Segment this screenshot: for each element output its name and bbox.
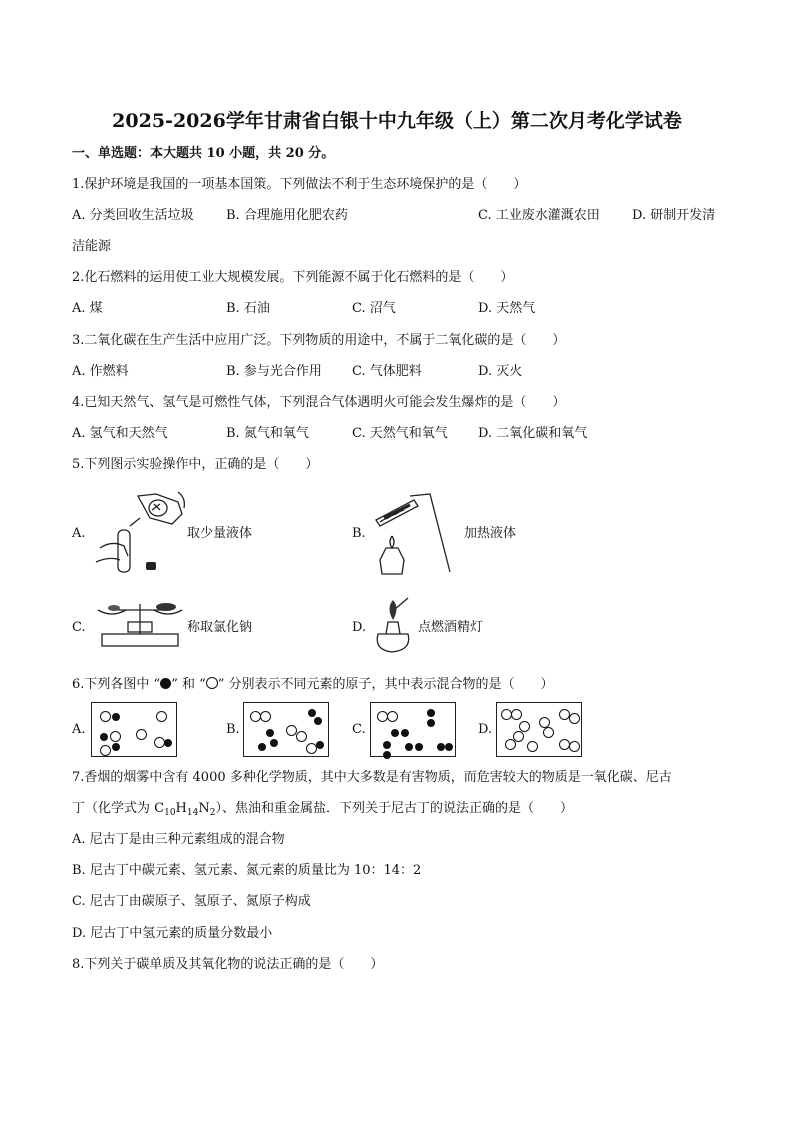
hollow-atom	[519, 721, 530, 732]
filled-atom	[164, 739, 172, 747]
hollow-atom	[527, 741, 538, 752]
q5-option-b-label: 加热液体	[464, 526, 517, 541]
q7-stem-line1: 7.香烟的烟雾中含有 4000 多种化学物质，其中大多数是有害物质，而危害较大的物质是一氧化碳、尼古	[72, 770, 672, 785]
filled-atom-icon	[160, 678, 171, 689]
section-heading: 一、单选题：本大题共 10 小题，共 20 分。	[72, 146, 335, 161]
q4-option-c: C. 天然气和氧气	[352, 426, 448, 441]
q7-stem-line2	[72, 801, 573, 821]
q3-option-a: A. 作燃料	[72, 364, 129, 379]
filled-atom	[270, 739, 278, 747]
q2-option-b: B. 石油	[226, 301, 270, 316]
q8-stem: 8.下列关于碳单质及其氧化物的说法正确的是（ ）	[72, 957, 384, 972]
filled-atom	[437, 743, 445, 751]
filled-atom	[112, 713, 120, 721]
q7-line2-part-a: 丁（化学式为 C	[72, 801, 165, 816]
hollow-atom	[296, 731, 307, 742]
q2-option-a: A. 煤	[72, 301, 103, 316]
pour-liquid-illustration	[92, 488, 188, 580]
subscript-n: 2	[209, 808, 216, 818]
q5-option-c-label: 称取氯化钠	[187, 620, 253, 635]
q6-option-d: D.	[478, 722, 493, 737]
q6-box-a	[91, 702, 177, 757]
q1-option-b: B. 合理施用化肥农药	[226, 208, 348, 223]
hollow-atom	[136, 729, 147, 740]
q6-stem	[72, 677, 554, 693]
q7-line2-part-d: ）、焦油和重金属盐．下列关于尼古丁的说法正确的是（ ）	[215, 801, 573, 816]
q3-option-c: C. 气体肥料	[352, 364, 422, 379]
q6-option-a: A.	[72, 722, 86, 737]
q6-stem-part-a: 6.下列各图中 “	[72, 677, 161, 692]
q5-option-b-letter: B.	[352, 526, 366, 541]
hollow-atom	[100, 711, 111, 722]
q2-option-d: D. 天然气	[478, 301, 536, 316]
q5-option-c-letter: C.	[72, 620, 86, 635]
q1-option-d: D. 研制开发清	[632, 208, 716, 223]
q7-option-d: D. 尼古丁中氢元素的质量分数最小	[72, 926, 273, 941]
q2-option-c: C. 沼气	[352, 301, 396, 316]
q7-option-b: B. 尼古丁中碳元素、氢元素、氮元素的质量比为 10：14：2	[72, 863, 422, 878]
hollow-atom	[505, 739, 516, 750]
filled-atom	[112, 743, 120, 751]
q7-option-c: C. 尼古丁由碳原子、氢原子、氮原子构成	[72, 894, 311, 909]
hollow-atom	[543, 727, 554, 738]
q6-stem-part-b: ” 和 “	[171, 677, 206, 692]
q6-stem-part-c: ” 分别表示不同元素的原子，其中表示混合物的是（ ）	[217, 677, 554, 692]
q4-option-d: D. 二氧化碳和氧气	[478, 426, 588, 441]
q5-option-d-letter: D.	[352, 620, 367, 635]
hollow-atom	[569, 713, 580, 724]
filled-atom	[445, 743, 453, 751]
alcohol-lamp-illustration	[368, 594, 418, 656]
q7-line2-part-b: H	[175, 801, 187, 816]
q1-option-d-cont: 洁能源	[72, 239, 112, 254]
q6-box-c	[370, 702, 456, 757]
hollow-atom-icon	[206, 677, 218, 689]
filled-atom	[314, 717, 322, 725]
q2-stem: 2.化石燃料的运用使工业大规模发展。下列能源不属于化石燃料的是（ ）	[72, 270, 514, 285]
hollow-atom	[260, 711, 271, 722]
filled-atom	[415, 743, 423, 751]
filled-atom	[427, 709, 435, 717]
q6-option-b: B.	[226, 722, 240, 737]
q3-stem: 3.二氧化碳在生产生活中应用广泛。下列物质的用途中，不属于二氧化碳的是（ ）	[72, 333, 566, 348]
q7-option-a: A. 尼古丁是由三种元素组成的混合物	[72, 832, 285, 847]
balance-scale-illustration	[92, 596, 188, 652]
q3-option-d: D. 灭火	[478, 364, 523, 379]
filled-atom	[383, 751, 391, 759]
filled-atom	[266, 729, 274, 737]
heat-liquid-illustration	[370, 488, 460, 582]
filled-atom	[427, 719, 435, 727]
q4-option-a: A. 氢气和天然气	[72, 426, 168, 441]
filled-atom	[100, 733, 108, 741]
filled-atom	[391, 729, 399, 737]
q3-option-b: B. 参与光合作用	[226, 364, 322, 379]
q6-box-d	[496, 702, 582, 757]
hollow-atom	[156, 711, 167, 722]
hollow-atom	[387, 711, 398, 722]
hollow-atom	[100, 745, 111, 756]
subscript-c: 10	[164, 808, 176, 818]
q1-stem: 1.保护环境是我国的一项基本国策。下列做法不利于生态环境保护的是（ ）	[72, 177, 527, 192]
q1-option-a: A. 分类回收生活垃圾	[72, 208, 194, 223]
filled-atom	[316, 741, 324, 749]
filled-atom	[308, 709, 316, 717]
q6-option-c: C.	[352, 722, 366, 737]
exam-title: 2025-2026学年甘肃省白银十中九年级（上）第二次月考化学试卷	[112, 110, 682, 132]
q5-option-d-label: 点燃酒精灯	[418, 620, 484, 635]
hollow-atom	[110, 731, 121, 742]
hollow-atom	[569, 741, 580, 752]
q6-box-b	[243, 702, 329, 757]
filled-atom	[401, 729, 409, 737]
q5-option-a-label: 取少量液体	[187, 526, 253, 541]
q7-line2-part-c: N	[198, 801, 210, 816]
hollow-atom	[511, 709, 522, 720]
subscript-h: 14	[186, 808, 199, 818]
q5-option-a-letter: A.	[72, 526, 86, 541]
q4-option-b: B. 氮气和氧气	[226, 426, 309, 441]
filled-atom	[258, 743, 266, 751]
filled-atom	[383, 741, 391, 749]
q4-stem: 4.已知天然气、氢气是可燃性气体，下列混合气体遇明火可能会发生爆炸的是（ ）	[72, 395, 566, 410]
q1-option-c: C. 工业废水灌溉农田	[478, 208, 600, 223]
filled-atom	[405, 743, 413, 751]
q5-stem: 5.下列图示实验操作中，正确的是（ ）	[72, 457, 319, 472]
